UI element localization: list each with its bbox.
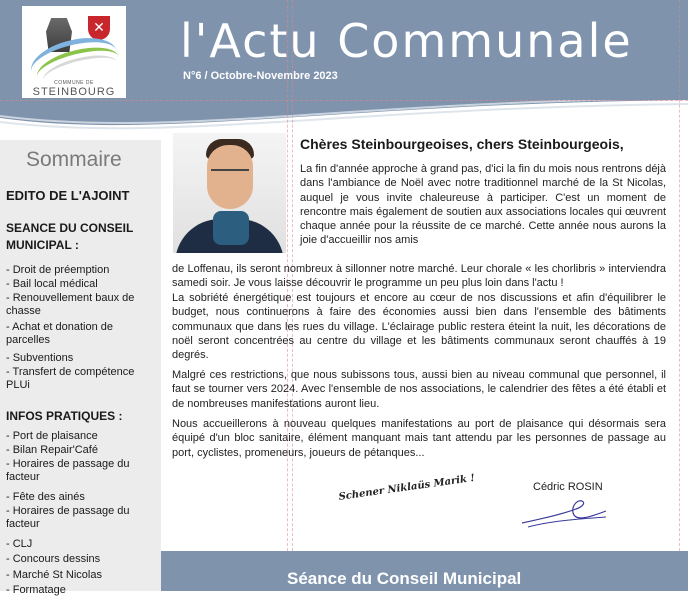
newsletter-title: l'Actu Communale bbox=[180, 14, 633, 68]
shield-icon: ✕ bbox=[88, 16, 110, 40]
edito-paragraph: La sobriété énergétique est toujours et encore au cœur de nos discussions et afin d'équilibrer le budget, nous continuerons à faire des économies aussi bien dans l'ensemble des bâtiments communaux que dans les rues du village. L'éclairage public restera éteint la nuit, les décorations de noël seront concentrées au centre du village et les bâtiments communaux seront chauffés à 19 degrés. bbox=[172, 292, 666, 362]
summary-item: - Subventions bbox=[6, 352, 74, 364]
summary-section-infos: INFOS PRATIQUES : bbox=[6, 409, 123, 423]
guide-line bbox=[679, 0, 680, 591]
summary-item: - Horaires de passage du facteur bbox=[6, 458, 130, 483]
edito-paragraph: Malgré ces restrictions, que nous subissons tous, aussi bien au niveau communal que personnel, il faut se tourner vers 2024. Avec l'ensemble de nos associations, le calendrier des fêtes a été établi et de nombreuses manifestations auront lieu. bbox=[172, 369, 666, 410]
summary-item: - Port de plaisance bbox=[6, 430, 98, 442]
issue-number: N°6 / Octobre-Novembre 2023 bbox=[183, 70, 338, 82]
summary-section-council: SEANCE DU CONSEIL MUNICIPAL : bbox=[6, 221, 134, 252]
summary-item: - Formatage bbox=[6, 584, 66, 596]
summary-item: - Bilan Repair'Café bbox=[6, 444, 98, 456]
signature-icon bbox=[520, 495, 610, 529]
summary-item: - Transfert de compétence PLUi bbox=[6, 366, 135, 391]
logo-commune-label: COMMUNE DE bbox=[54, 80, 94, 86]
signer-name: Cédric ROSIN bbox=[533, 481, 603, 493]
summary-edito: EDITO DE L'AJOINT bbox=[6, 188, 130, 203]
summary-heading: Sommaire bbox=[26, 148, 122, 171]
guide-line bbox=[0, 100, 688, 101]
logo-town-name: STEINBOURG bbox=[32, 86, 116, 98]
edito-paragraph: La fin d'année approche à grand pas, d'ici la fin du mois nous rentrons déjà dans l'ambiance de Noël avec notre traditionnel marché de la St Nicolas, auquel je vous invite chaleureuse à participer. C'est un moment de rencontre mais également de soutien aux associations locales qui œuvrent chaque année pour la réussite de ce marché. Cette année nous aurons la joie d'accueillir nos amis bbox=[300, 163, 666, 247]
summary-item: - Droit de préemption bbox=[6, 264, 110, 276]
commune-logo bbox=[22, 6, 126, 98]
summary-item: - Bail local médical bbox=[6, 278, 98, 290]
section-title: Séance du Conseil Municipal bbox=[287, 569, 522, 588]
summary-item: - Concours dessins bbox=[6, 553, 101, 565]
summary-item: - Horaires de passage du facteur bbox=[6, 505, 130, 530]
alsatian-motto: Schener Niklaüs Marik ! bbox=[338, 472, 476, 503]
edito-paragraph: Nous accueillerons à nouveau quelques manifestations au port de plaisance qui désormais sera équipé d'un bloc sanitaire, élément manquant mais tant attendu par les personnes de passage au port, cyclistes, promeneurs, joueurs de pétanques... bbox=[172, 418, 666, 459]
header-wave bbox=[0, 100, 688, 140]
summary-item: - Renouvellement baux de chasse bbox=[6, 292, 135, 317]
edito-greeting: Chères Steinbourgeoises, chers Steinbourgeois, bbox=[300, 136, 624, 152]
edito-paragraph: de Loffenau, ils seront nombreux à sillonner notre marché. Leur chorale « les chorlibris » interviendra samedi soir. Je vous laisse découvrir le programme un peu plus loin dans l'actu ! bbox=[172, 263, 666, 290]
summary-item: - Marché St Nicolas bbox=[6, 569, 102, 581]
author-photo bbox=[173, 133, 286, 253]
summary-item: - CLJ bbox=[6, 538, 33, 550]
summary-item: - Achat et donation de parcelles bbox=[6, 321, 114, 346]
summary-item: - Fête des ainés bbox=[6, 491, 85, 503]
